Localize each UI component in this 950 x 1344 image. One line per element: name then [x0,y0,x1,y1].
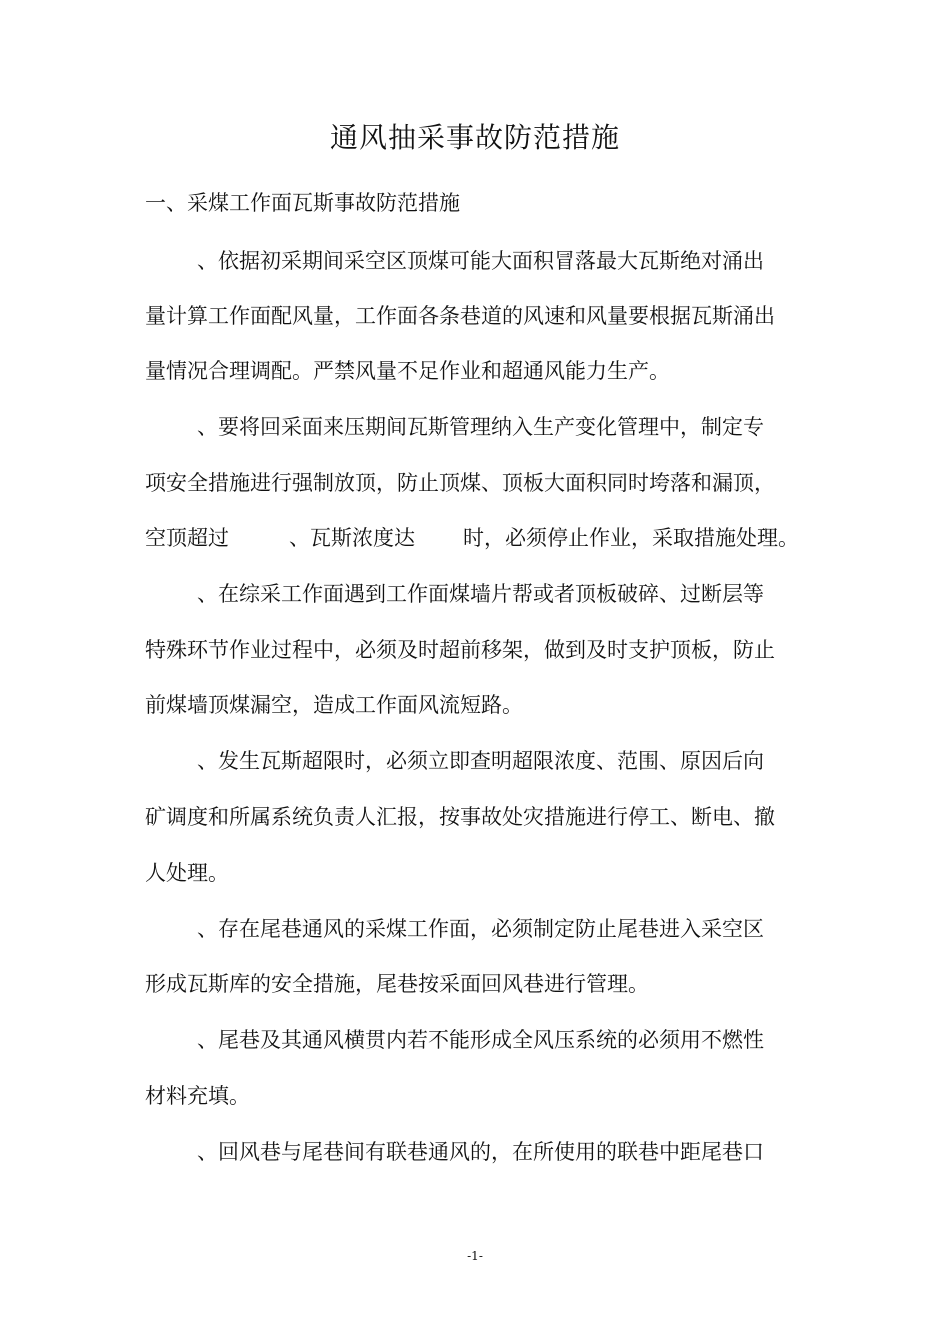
page-number: -1- [467,1249,483,1263]
paragraph-4-line-1: 、发生瓦斯超限时，必须立即查明超限浓度、范围、原因后向 [197,749,764,773]
paragraph-1-line-1: 、依据初采期间采空区顶煤可能大面积冒落最大瓦斯绝对涌出 [197,249,764,273]
paragraph-4-line-2: 矿调度和所属系统负责人汇报，按事故处灾措施进行停工、断电、撤 [145,805,775,829]
paragraph-6-line-1: 、尾巷及其通风横贯内若不能形成全风压系统的必须用不燃性 [197,1028,764,1052]
paragraph-1-line-2: 量计算工作面配风量，工作面各条巷道的风速和风量要根据瓦斯涌出 [145,304,775,328]
paragraph-4-line-3: 人处理。 [145,861,229,885]
document-title: 通风抽采事故防范措施 [329,121,620,154]
paragraph-5-line-1: 、存在尾巷通风的采煤工作面，必须制定防止尾巷进入采空区 [197,917,764,941]
paragraph-2-line-3 [145,522,799,554]
paragraph-3-line-2: 特殊环节作业过程中，必须及时超前移架，做到及时支护顶板，防止 [145,638,775,662]
paragraph-2-line-1: 、要将回采面来压期间瓦斯管理纳入生产变化管理中，制定专 [197,415,764,439]
paragraph-2-text-part-2: 、瓦斯浓度达 [289,526,415,550]
paragraph-1-line-3: 量情况合理调配。严禁风量不足作业和超通风能力生产。 [145,359,670,383]
paragraph-2-text-part-3: 时，必须停止作业，采取措施处理。 [463,526,799,550]
paragraph-3-line-3: 前煤墙顶煤漏空，造成工作面风流短路。 [145,693,523,717]
paragraph-2-line-2: 项安全措施进行强制放顶，防止顶煤、顶板大面积同时垮落和漏顶， [145,471,775,495]
paragraph-5-line-2: 形成瓦斯库的安全措施，尾巷按采面回风巷进行管理。 [145,972,649,996]
paragraph-3-line-1: 、在综采工作面遇到工作面煤墙片帮或者顶板破碎、过断层等 [197,582,764,606]
paragraph-6-line-2: 材料充填。 [145,1084,250,1108]
paragraph-2-text-part-1: 空顶超过 [145,526,229,550]
paragraph-7-line-1: 、回风巷与尾巷间有联巷通风的，在所使用的联巷中距尾巷口 [197,1140,764,1164]
section-heading: 一、采煤工作面瓦斯事故防范措施 [145,191,460,215]
